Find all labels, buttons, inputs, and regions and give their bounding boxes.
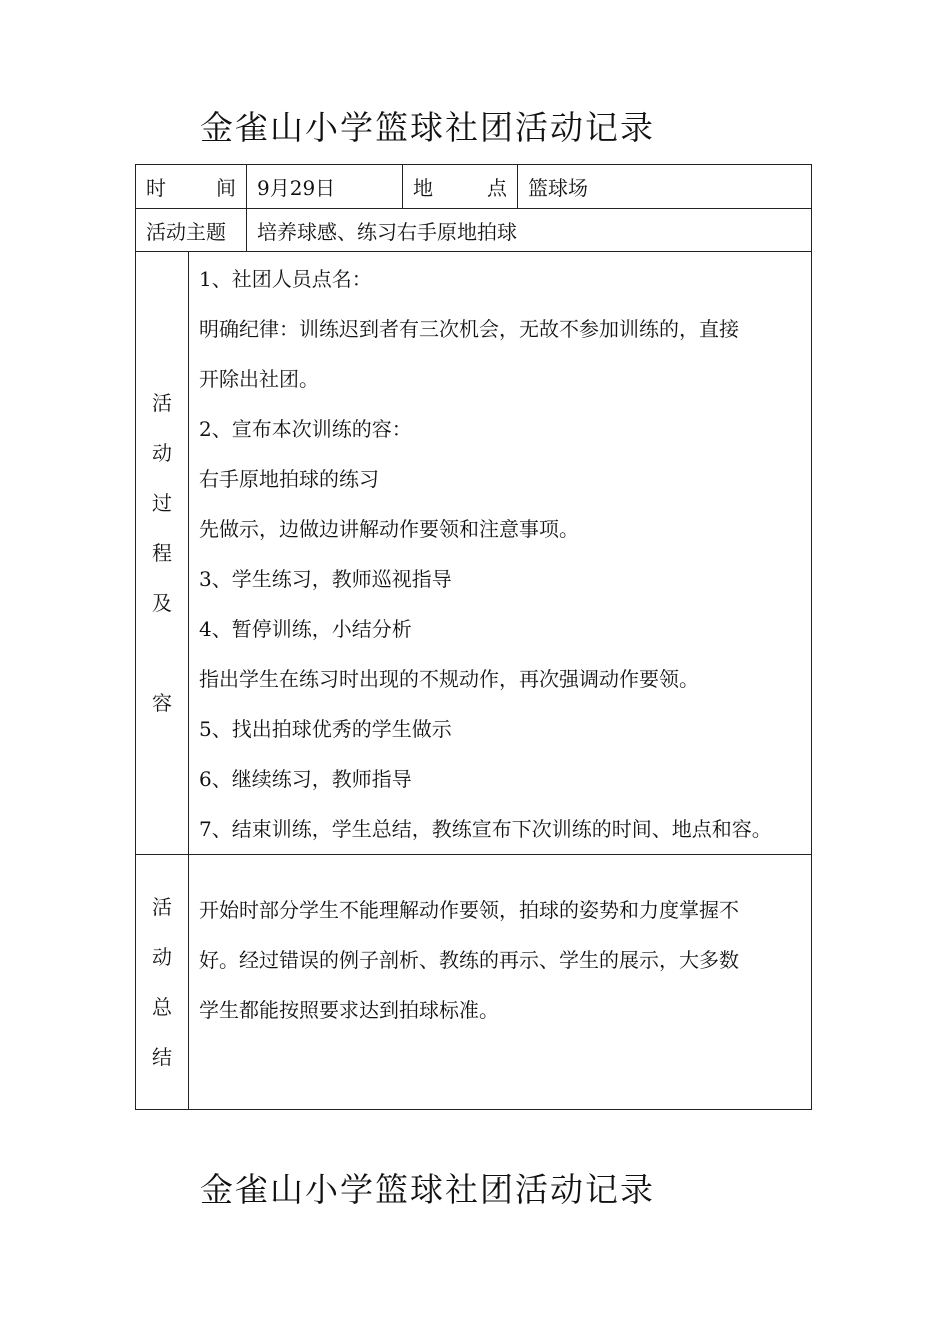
place-label-char: 点 [487,176,507,200]
summary-label-char: 总 [152,995,172,1019]
process-label-char: 程 [152,541,172,565]
theme-value: 培养球感、练习右手原地拍球 [247,209,812,252]
theme-row [136,209,812,252]
process-line: 右手原地拍球的练习 [199,467,379,491]
process-label-char: 活 [152,391,172,415]
process-line: 2、宣布本次训练的容： [199,417,412,441]
place-label-char: 地 [413,176,433,200]
process-row [136,252,812,855]
place-value: 篮球场 [518,165,812,209]
summary-label [136,855,189,1110]
time-label [136,165,247,209]
process-label-char: 及 [152,591,172,615]
process-line: 7、结束训练，学生总结，教练宣布下次训练的时间、地点和容。 [199,817,772,841]
time-value: 9月29日 [247,165,403,209]
time-label-char: 间 [216,176,236,200]
process-line: 5、找出拍球优秀的学生做示 [199,717,452,741]
summary-line: 好。经过错误的例子剖析、教练的再示、学生的展示，大多数 [199,948,739,972]
time-label-char: 时 [146,176,166,200]
process-line: 3、学生练习，教师巡视指导 [199,567,452,591]
summary-label-char: 结 [152,1045,172,1069]
process-content [189,252,812,855]
summary-row [136,855,812,1110]
process-label-char: 过 [152,491,172,515]
summary-line: 学生都能按照要求达到拍球标准。 [199,998,499,1022]
activity-record-table [135,164,812,1110]
process-line: 6、继续练习，教师指导 [199,767,412,791]
process-line: 明确纪律：训练迟到者有三次机会，无故不参加训练的，直接 [199,317,739,341]
process-line: 指出学生在练习时出现的不规动作，再次强调动作要领。 [199,667,699,691]
time-place-row [136,165,812,209]
process-line: 开除出社团。 [199,367,319,391]
label-gap [136,628,188,678]
summary-label-char: 动 [152,945,172,969]
summary-label-char: 活 [152,895,172,919]
page-title: 金雀山小学篮球社团活动记录 [200,108,655,147]
process-label-char: 容 [152,691,172,715]
process-line: 1、社团人员点名： [199,267,372,291]
summary-content [189,855,812,1110]
process-label-char: 动 [152,441,172,465]
theme-label: 活动主题 [136,209,247,252]
place-label [403,165,518,209]
process-label [136,252,189,855]
summary-line: 开始时部分学生不能理解动作要领，拍球的姿势和力度掌握不 [199,898,739,922]
process-line: 4、暂停训练，小结分析 [199,617,412,641]
process-line: 先做示，边做边讲解动作要领和注意事项。 [199,517,579,541]
page-title: 金雀山小学篮球社团活动记录 [200,1170,655,1209]
